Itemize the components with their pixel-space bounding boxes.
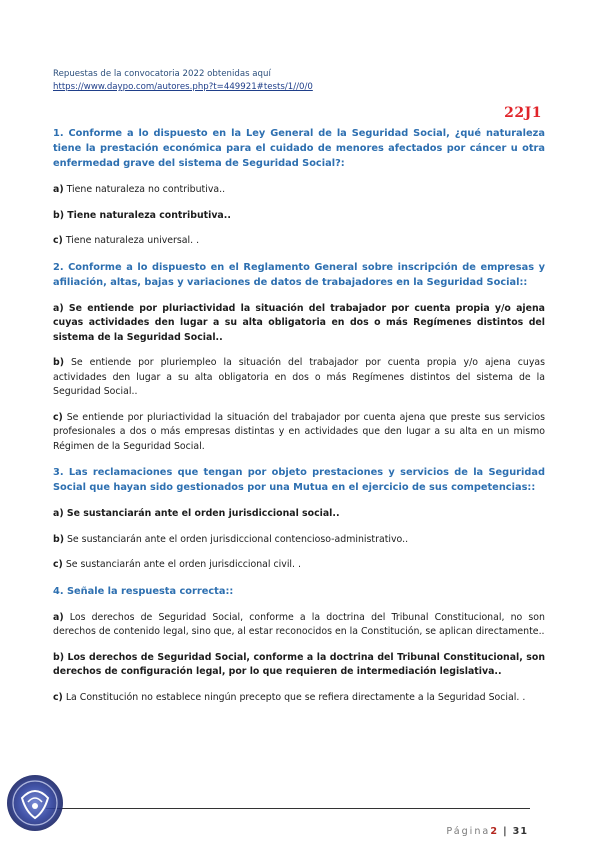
question-2-option bbox=[53, 411, 545, 455]
question-3-prompt: 3. Las reclamaciones que tengan por objeto prestaciones y servicios de la Seguridad Social que hayan sido gestionados por una Mutua en el ejercicio de sus competencias:: bbox=[53, 467, 545, 493]
option-text: Se sustanciarán ante el orden jurisdiccional contencioso-administrativo.. bbox=[64, 533, 409, 545]
option-letter: c) bbox=[53, 235, 63, 246]
question-3-option bbox=[53, 558, 545, 573]
option-text: Tiene naturaleza no contributiva.. bbox=[63, 184, 226, 195]
option-letter: a) bbox=[53, 184, 64, 195]
option-letter: c) bbox=[53, 691, 63, 703]
question-2-option bbox=[53, 302, 545, 346]
source-text: Repuestas de la convocatoria 2022 obtenidas aquí bbox=[53, 69, 271, 79]
option-letter: a) bbox=[53, 508, 64, 519]
option-text: Se sustanciarán ante el orden jurisdiccional civil. . bbox=[62, 559, 301, 570]
option-letter: a) bbox=[53, 302, 64, 314]
source-note bbox=[53, 68, 313, 94]
question-3-option bbox=[53, 533, 545, 548]
question-4-option bbox=[53, 611, 545, 640]
footer-label: Página bbox=[446, 826, 491, 837]
option-letter: b) bbox=[53, 533, 64, 545]
question-1-option bbox=[53, 234, 545, 249]
option-text: Tiene naturaleza contributiva.. bbox=[64, 209, 231, 221]
option-text: Los derechos de Seguridad Social, conforme a la doctrina del Tribunal Constitucional, no son derechos de contenido legal, sino que, al estar reconocidos en la Constitución, se aplican directamente.. bbox=[53, 611, 545, 637]
option-letter: c) bbox=[53, 559, 63, 570]
question-1-prompt: 1. Conforme a lo dispuesto en la Ley General de la Seguridad Social, ¿qué naturaleza tiene la prestación económica para el cuidado de menores afectados por cáncer u otra enfermedad grave del sistema de Seguridad Social?: bbox=[53, 128, 545, 169]
questions-list bbox=[53, 126, 545, 716]
option-letter: a) bbox=[53, 611, 64, 623]
option-text: Se entiende por pluriactividad la situación del trabajador por cuenta propia y/o ajena cuyas actividades den lugar a su alta obligatoria en dos o más Regímenes distintos del sistema de la Seguridad Social.. bbox=[53, 302, 545, 343]
page-total: 31 bbox=[512, 826, 528, 837]
option-text: Se entiende por pluriactividad la situación del trabajador por cuenta ajena que preste sus servicios profesionales a dos o más empresas distintas y en actividades que den lugar a su alta en un mismo Régimen de la Seguridad Social. bbox=[53, 411, 545, 452]
question-1-option bbox=[53, 209, 545, 224]
question-4-prompt: 4. Señale la respuesta correcta:: bbox=[53, 585, 234, 597]
logo-icon bbox=[4, 772, 66, 834]
option-text: La Constitución no establece ningún precepto que se refiera directamente a la Seguridad Social. . bbox=[62, 691, 526, 703]
question-1-option bbox=[53, 183, 545, 198]
option-letter: c) bbox=[53, 411, 63, 423]
source-link[interactable]: https://www.daypo.com/autores.php?t=449921#tests/1//0/0 bbox=[53, 82, 313, 92]
option-letter: b) bbox=[53, 651, 64, 663]
question-2-prompt: 2. Conforme a lo dispuesto en el Reglamento General sobre inscripción de empresas y afiliación, altas, bajas y variaciones de datos de trabajadores en la Seguridad Social:: bbox=[53, 261, 545, 288]
option-text: Se entiende por pluriempleo la situación del trabajador por cuenta propia y/o ajena cuyas actividades den lugar a su alta obligatoria en dos o más Regímenes distintos del sistema de la Seguridad Social.. bbox=[53, 357, 545, 397]
question-4-option bbox=[53, 651, 545, 680]
page-footer bbox=[446, 826, 528, 837]
question-3-option bbox=[53, 507, 545, 522]
question-4-option bbox=[53, 691, 545, 706]
option-text: Se sustanciarán ante el orden jurisdiccional social.. bbox=[63, 508, 340, 519]
page-number: 2 bbox=[490, 826, 498, 837]
option-letter: b) bbox=[53, 357, 64, 368]
option-letter: b) bbox=[53, 209, 64, 221]
option-text: Tiene naturaleza universal. . bbox=[62, 235, 200, 246]
option-text: Los derechos de Seguridad Social, conforme a la doctrina del Tribunal Constitucional, son derechos de configuración legal, por lo que requieren de intermediación legislativa.. bbox=[53, 651, 545, 677]
question-2-option bbox=[53, 356, 545, 400]
exam-code: 22J1 bbox=[504, 105, 542, 121]
footer-divider bbox=[46, 808, 530, 809]
footer-separator: | bbox=[503, 826, 508, 837]
